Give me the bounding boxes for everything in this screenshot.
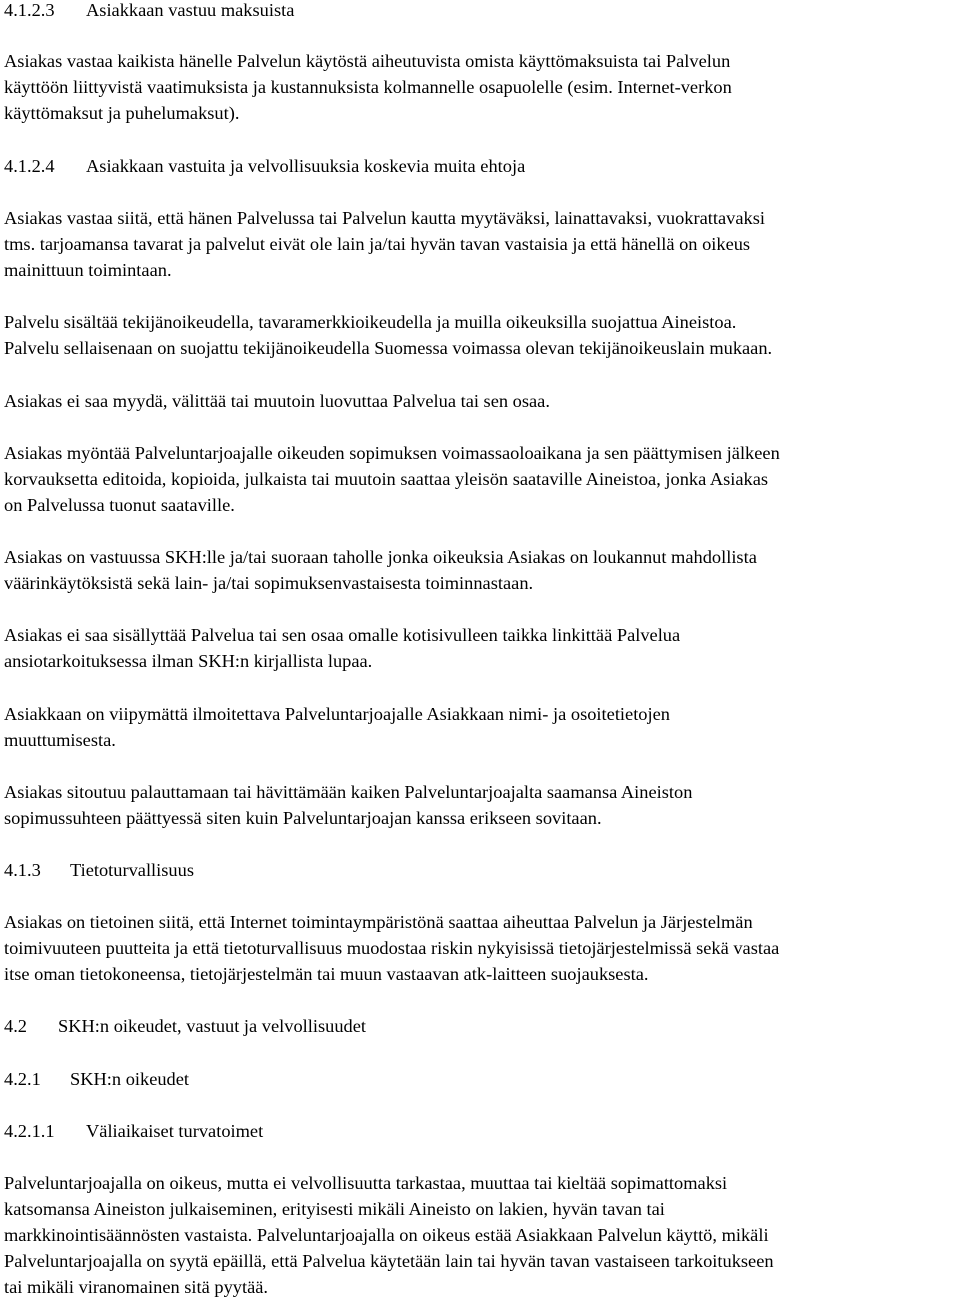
- paragraph-line: Asiakas sitoutuu palauttamaan tai hävittämään kaiken Palveluntarjoajalta saamansa Aineiston: [4, 782, 693, 802]
- paragraph-line: muuttumisesta.: [4, 730, 116, 750]
- paragraph-no-sell: [4, 388, 956, 414]
- section-title: Tietoturvallisuus: [70, 860, 194, 880]
- section-heading-4-1-2-3: [4, 0, 956, 23]
- paragraph-security: [4, 909, 956, 987]
- section-title: Asiakkaan vastuita ja velvollisuuksia koskevia muita ehtoja: [86, 156, 526, 176]
- paragraph-line: itse oman tietokoneensa, tietojärjestelmän tai muun vastaavan atk-laitteen suojauksesta.: [4, 964, 649, 984]
- paragraph-line: korvauksetta editoida, kopioida, julkaista tai muutoin saattaa yleisön saataville Aineistoa, jonka Asiakas: [4, 469, 769, 489]
- paragraph-line: Asiakas vastaa siitä, että hänen Palvelussa tai Palvelun kautta myytäväksi, lainattavaksi, vuokrattavaksi: [4, 208, 765, 228]
- section-title: SKH:n oikeudet, vastuut ja velvollisuudet: [58, 1016, 367, 1036]
- paragraph-return: [4, 779, 956, 831]
- paragraph-license: [4, 440, 956, 518]
- paragraph-line: on Palvelussa tuonut saataville.: [4, 495, 235, 515]
- paragraph-line: Asiakas on tietoinen siitä, että Internet toimintaympäristönä saattaa aiheuttaa Palvelun ja Järjestelmän: [4, 912, 753, 932]
- paragraph-line: Palveluntarjoajalla on oikeus, mutta ei velvollisuutta tarkastaa, muuttaa tai kieltää sopimattomaksi: [4, 1173, 728, 1193]
- paragraph-line: Palvelu sellaisenaan on suojattu tekijänoikeudella Suomessa voimassa olevan tekijänoikeuslain mukaan.: [4, 338, 773, 358]
- paragraph-line: mainittuun toimintaan.: [4, 260, 172, 280]
- paragraph-line: tms. tarjoamansa tavarat ja palvelut eivät ole lain ja/tai hyvän tavan vastaisia ja että hänellä on oikeus: [4, 234, 751, 254]
- paragraph-goods: [4, 205, 956, 283]
- paragraph-line: markkinointisäännösten vastaista. Palveluntarjoajalla on oikeus estää Asiakkaan Palvelun käyttö, mikäli: [4, 1225, 769, 1245]
- paragraph-costs: [4, 48, 956, 126]
- section-heading-4-2-1-1: [4, 1118, 956, 1144]
- paragraph-line: käyttöön liittyvistä vaatimuksista ja kustannuksista kolmannelle osapuolelle (esim. Internet-verkon: [4, 77, 732, 97]
- section-number: 4.1.2.3: [4, 0, 55, 20]
- paragraph-line: Palveluntarjoajalla on syytä epäillä, että Palvelua käytetään lain tai hyvän tavan vastaiseen tarkoitukseen: [4, 1251, 774, 1271]
- paragraph-line: toimivuuteen puutteita ja että tietoturvallisuus muodostaa riskin nykyisissä tietojärjestelmissä sekä vastaa: [4, 938, 780, 958]
- paragraph-line: Asiakas ei saa sisällyttää Palvelua tai sen osaa omalle kotisivulleen taikka linkittää Palvelua: [4, 625, 681, 645]
- paragraph-line: käyttömaksut ja puhelumaksut).: [4, 103, 240, 123]
- paragraph-line: Asiakas myöntää Palveluntarjoajalle oikeuden sopimuksen voimassaoloaikana ja sen päättymisen jälkeen: [4, 443, 780, 463]
- section-title: Asiakkaan vastuu maksuista: [86, 0, 295, 20]
- section-number: 4.2.1: [4, 1069, 41, 1089]
- paragraph-liability: [4, 544, 956, 596]
- paragraph-interim-measures: [4, 1170, 956, 1300]
- section-title: SKH:n oikeudet: [70, 1069, 190, 1089]
- section-heading-4-2-1: [4, 1066, 956, 1092]
- paragraph-line: Asiakkaan on viipymättä ilmoitettava Palveluntarjoajalle Asiakkaan nimi- ja osoitetietojen: [4, 704, 670, 724]
- paragraph-notify: [4, 701, 956, 753]
- paragraph-homepage: [4, 622, 956, 674]
- section-number: 4.1.3: [4, 860, 41, 880]
- section-heading-4-2: [4, 1013, 956, 1039]
- section-heading-4-1-2-4: [4, 153, 956, 179]
- paragraph-line: Asiakas ei saa myydä, välittää tai muutoin luovuttaa Palvelua tai sen osaa.: [4, 391, 550, 411]
- paragraph-line: sopimussuhteen päättyessä siten kuin Palveluntarjoajan kanssa erikseen sovitaan.: [4, 808, 602, 828]
- paragraph-line: Asiakas on vastuussa SKH:lle ja/tai suoraan taholle jonka oikeuksia Asiakas on loukannut mahdollista: [4, 547, 757, 567]
- paragraph-line: katsomansa Aineiston julkaiseminen, erityisesti mikäli Aineisto on lakien, hyvän tavan tai: [4, 1199, 665, 1219]
- paragraph-line: Asiakas vastaa kaikista hänelle Palvelun käytöstä aiheutuvista omista käyttömaksuista tai Palvelun: [4, 51, 731, 71]
- section-number: 4.1.2.4: [4, 156, 55, 176]
- section-heading-4-1-3: [4, 857, 956, 883]
- paragraph-line: Palvelu sisältää tekijänoikeudella, tavaramerkkioikeudella ja muilla oikeuksilla suojattua Aineistoa.: [4, 312, 737, 332]
- section-number: 4.2.1.1: [4, 1121, 55, 1141]
- paragraph-protection: [4, 309, 956, 361]
- paragraph-line: väärinkäytöksistä sekä lain- ja/tai sopimuksenvastaisesta toiminnastaan.: [4, 573, 534, 593]
- section-title: Väliaikaiset turvatoimet: [86, 1121, 264, 1141]
- section-number: 4.2: [4, 1016, 27, 1036]
- paragraph-line: ansiotarkoituksessa ilman SKH:n kirjallista lupaa.: [4, 651, 373, 671]
- paragraph-line: tai mikäli viranomainen sitä pyytää.: [4, 1277, 269, 1297]
